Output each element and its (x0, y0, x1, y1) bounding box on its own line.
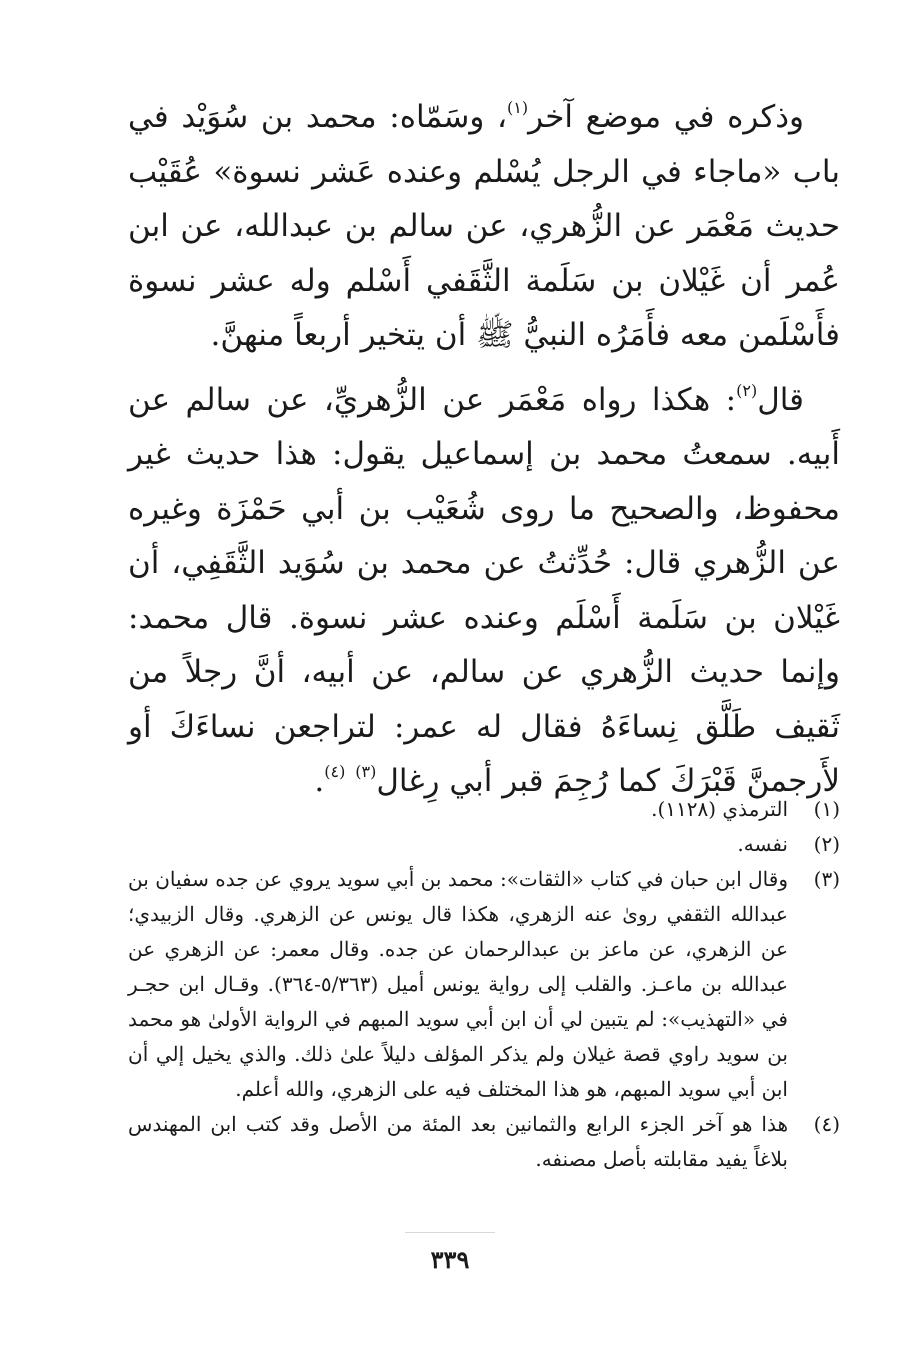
page-number-rule (405, 1232, 495, 1233)
footnote-number: (٢) (813, 832, 840, 856)
footnote-text: هذا هو آخر الجزء الرابع والثمانين بعد المئة من الأصل وقد كتب ابن المهندس بلاغاً يفيد مقابلته بأصل مصنفه. (128, 1112, 788, 1171)
footnote-text: نفسه. (737, 832, 788, 856)
footnote-ref-3[interactable]: (٣) (355, 762, 377, 781)
footnote-ref-4[interactable]: (٤) (324, 762, 346, 781)
footnote-text: وقال ابن حبان في كتاب «الثقات»: محمد بن أبي سويد يروي عن جده سفيان بن عبدالله الثقفي روىٰ عنه الزهري، هكذا قال يونس عن الزهري. وقال الزبيدي؛ عن الزهري، عن ماعز بن عبدالرحمان عن جده. وقال معمر: عن الزهري عن عبدالله بن ماعـز. والقلب إلى رواية يونس أميل (٥/٣٦٣-٣٦٤). وقـال ابن حجـر في «التهذيب»: لم يتبين لي أن ابن أبي سويد المبهم في الرواية الأولىٰ هو محمد بن سويد راوي قصة غيلان ولم يذكر المؤلف دليلاً علىٰ ذلك. والذي يخيل إلي أن ابن أبي سويد المبهم، هو هذا المختلف فيه على الزهري، والله أعلم. (128, 867, 789, 1101)
paragraph-2 (128, 373, 840, 809)
paragraph-2-text-body: : هكذا رواه مَعْمَر عن الزُّهريِّ، عن سالم عن أَبيه. سمعتُ محمد بن إسماعيل يقول: هذا حديث غير محفوظ، والصحيح ما روى شُعَيْب بن أبي حَمْزَة وغيره عن الزُّهري قال: حُدِّثتُ عن محمد بن سُوَيد الثَّقَفِي، أن غَيْلان بن سَلَمة أَسْلَم وعنده عشر نسوة. قال محمد: وإنما حديث الزُّهري عن سالم، عن أبيه، أنَّ رجلاً من ثَقيف طَلَّق نِساءَهُ فقال له عمر: لتراجعن نساءَكَ أو لأَرجمنَّ قَبْرَكَ كما رُجِمَ قبر أبي رِغال (128, 381, 840, 799)
paragraph-2-text-start: قال (757, 381, 804, 418)
footnote (128, 827, 840, 862)
footnote (128, 792, 840, 827)
paragraph-1-text-start: وذكره في موضع آخر (528, 99, 804, 135)
footnote (128, 1107, 840, 1177)
page-number: ٣٣٩ (430, 1245, 470, 1274)
paragraph-1-text-rest: ، وسَمّاه: محمد بن سُوَيْد في باب «ماجاء في الرجل يُسْلم وعنده عَشر نسوة» عُقَيْب حديث مَعْمَر عن الزُّهري، عن سالم بن عبدالله، عن ابن عُمر أن غَيْلان بن سَلَمة الثَّقَفي أَسْلم وله عشر نسوة فأَسْلَمن معه فأَمَرُه النبيُّ ﷺ أن يتخير أربعاً منهنَّ. (128, 99, 840, 353)
footnote-number: (٤) (813, 1112, 840, 1136)
footnote (128, 862, 840, 1107)
footnote-number: (٣) (813, 867, 840, 891)
footnote-number: (١) (813, 797, 840, 821)
footnote-ref-1[interactable]: (١) (507, 98, 529, 117)
paragraph-1 (128, 90, 840, 363)
main-text (128, 90, 840, 809)
paragraph-2-text-end: . (314, 763, 325, 799)
footnotes (128, 792, 840, 1177)
footnote-ref-2[interactable]: (٢) (736, 380, 758, 400)
footnote-text: الترمذي (١١٢٨). (651, 797, 788, 821)
